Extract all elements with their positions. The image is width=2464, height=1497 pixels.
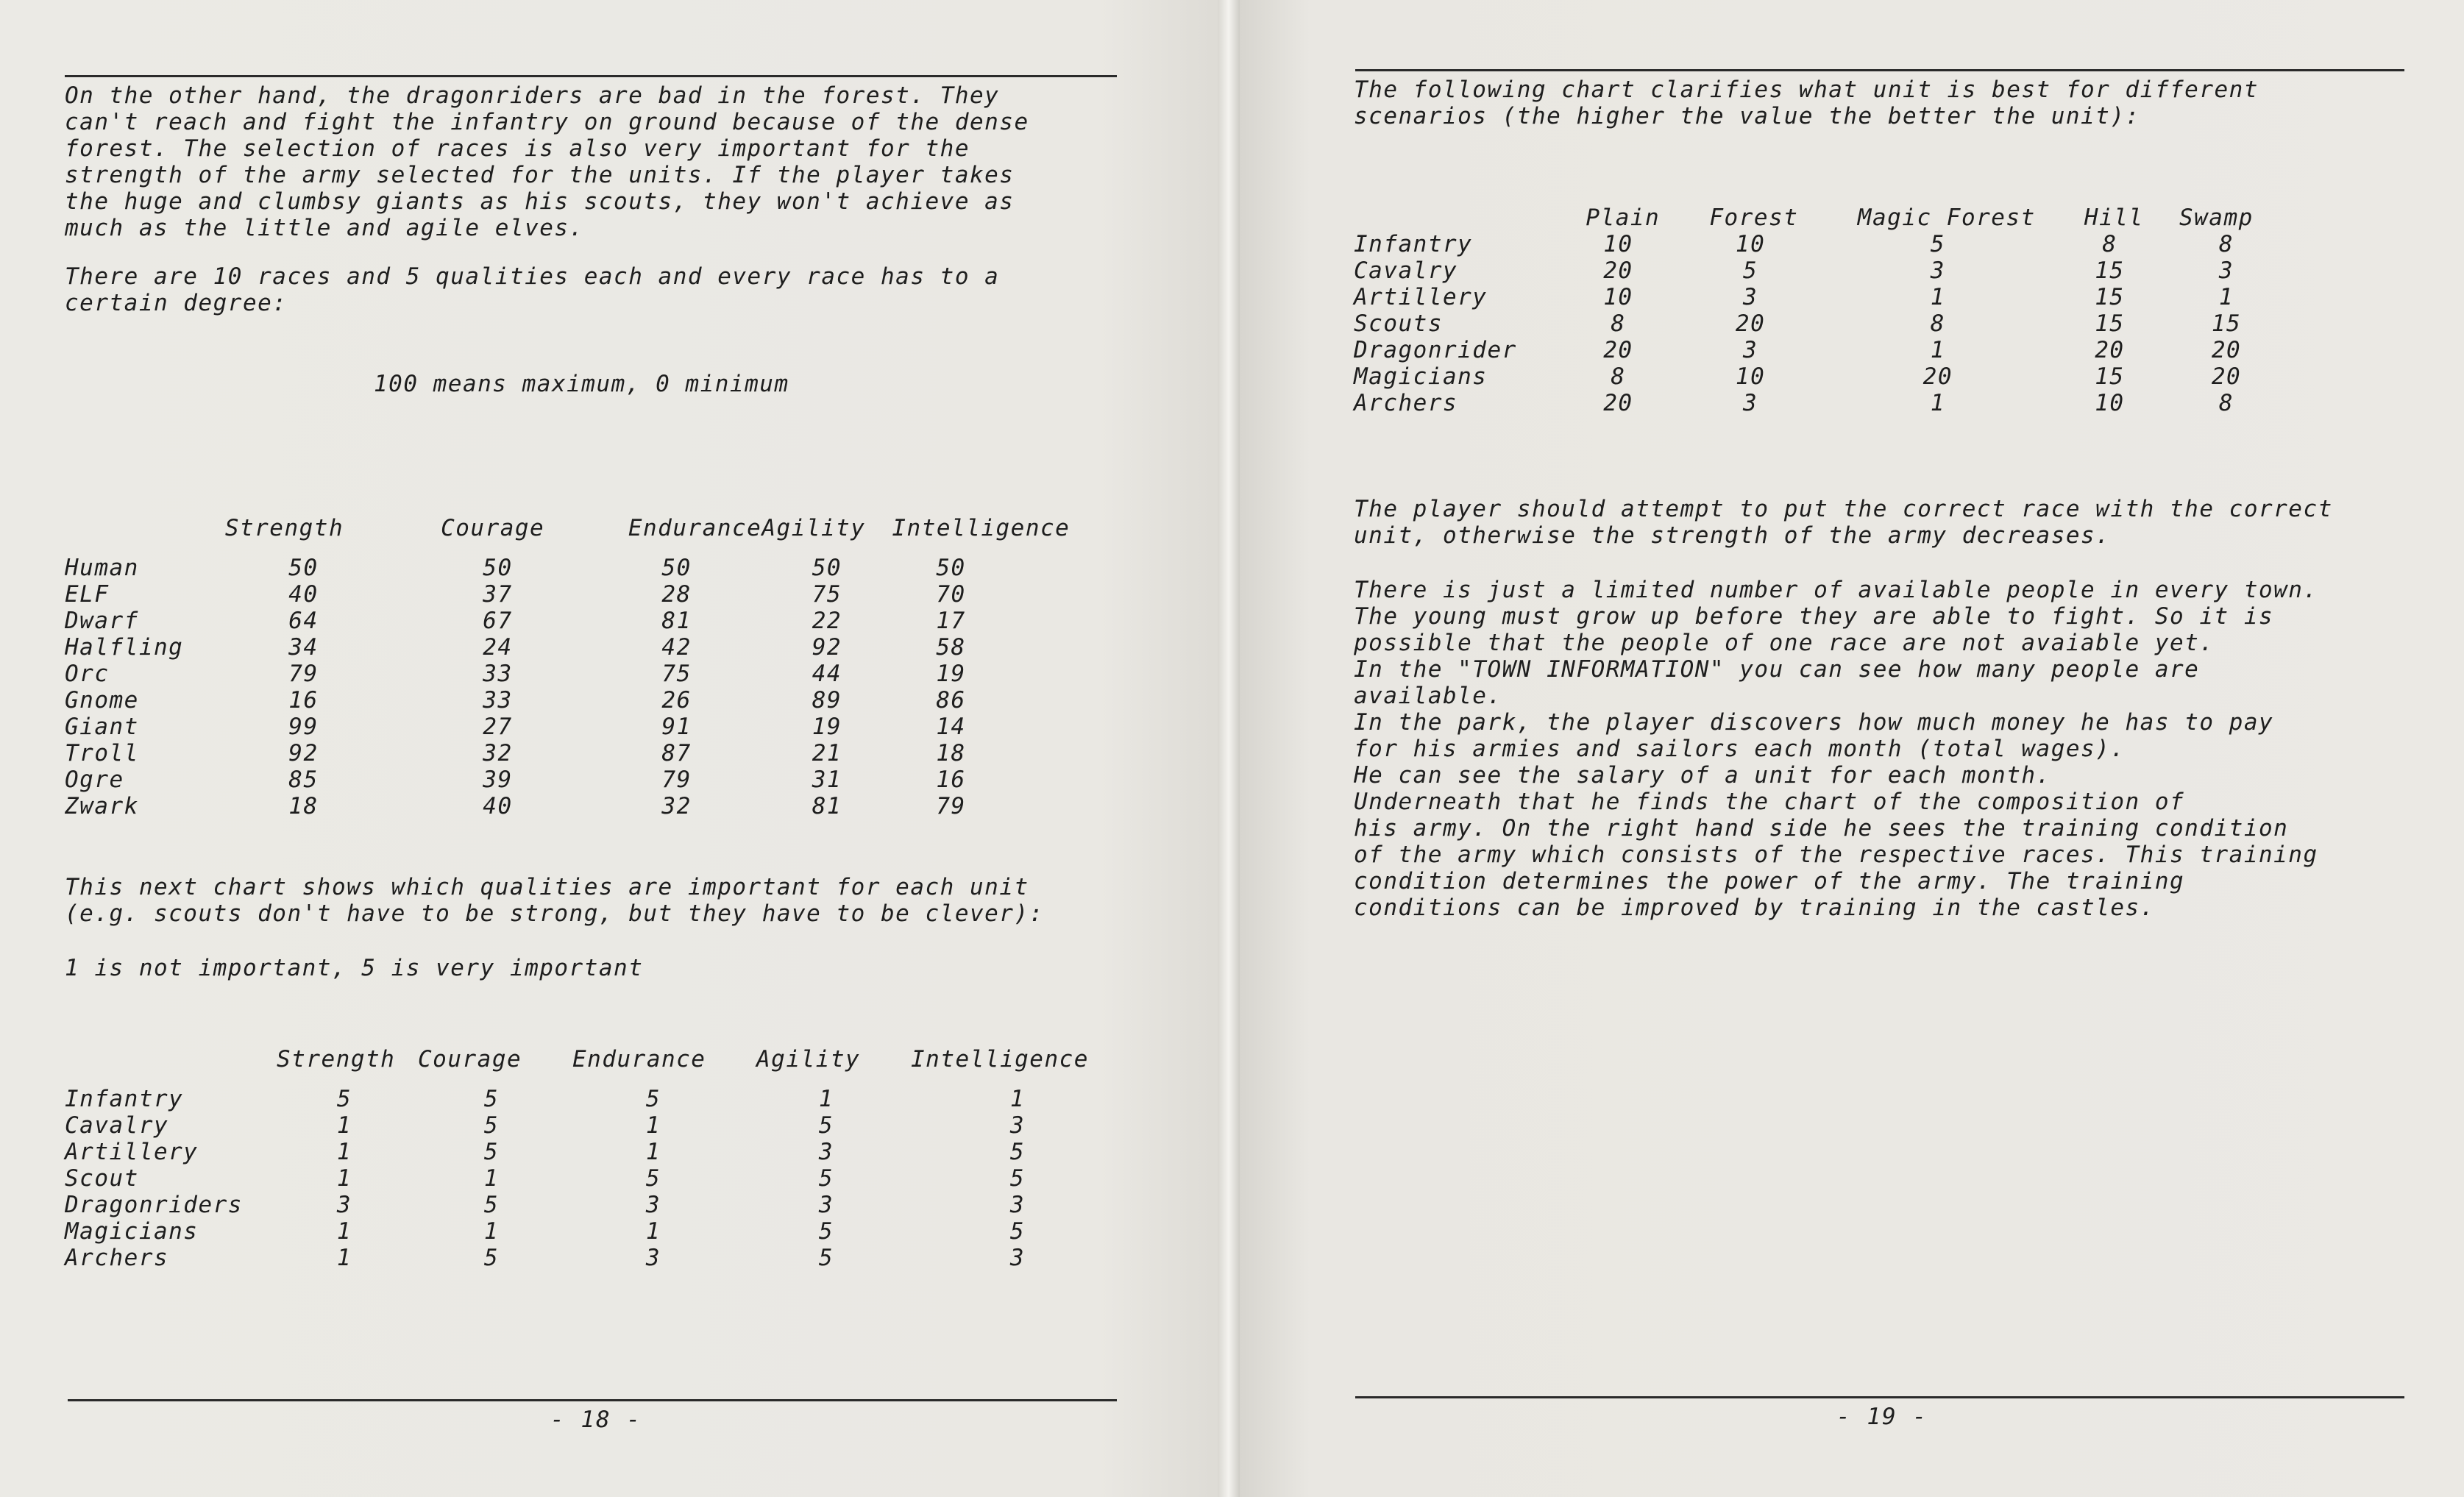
table-row: Magicians 1 1 1 5 5 <box>65 1218 1026 1245</box>
column-header: Swamp <box>2179 205 2254 231</box>
terrain-table <box>1354 205 2281 416</box>
intro-paragraph-left: On the other hand, the dragonriders are bad in the forest. They can't reach and fight the infantry on ground because of the dense forest. The selection of races is also very important for the strength of the army selected for the units. If the player takes the huge and clumbsy giants as his scouts, they won't achieve as much as the little and agile elves. <box>65 82 1029 241</box>
table-row: Orc 79 33 75 44 19 <box>65 661 966 687</box>
column-header: Strength <box>224 515 344 541</box>
table-row: Infantry 5 5 5 1 1 <box>65 1086 1026 1112</box>
table-row: Troll 92 32 87 21 18 <box>65 740 966 767</box>
table-row: Infantry 10 10 5 8 8 <box>1354 231 2234 257</box>
bottom-rule-right <box>1355 1396 2404 1398</box>
page-number-right: - 19 - <box>1836 1404 1928 1430</box>
races-paragraph: There are 10 races and 5 qualities each and every race has to a certain degree: <box>65 263 1000 316</box>
column-header: Agility <box>761 515 866 541</box>
table-row: Archers 20 3 1 10 8 <box>1354 390 2234 416</box>
bottom-rule-left <box>68 1399 1117 1401</box>
table-row: Archers 1 5 3 5 3 <box>65 1245 1026 1271</box>
column-header: Hill <box>2084 205 2144 231</box>
table-row: Magicians 8 10 20 15 20 <box>1354 363 2242 390</box>
race-qualities-table <box>65 502 1109 819</box>
table-row: Artillery 10 3 1 15 1 <box>1354 284 2234 310</box>
table-header-row <box>1354 205 2281 231</box>
table-row: Dwarf 64 67 81 22 17 <box>65 608 966 634</box>
column-header: Plain <box>1586 205 1661 231</box>
table-row: Dragonrider 20 3 1 20 20 <box>1354 337 2242 363</box>
column-header: Endurance <box>628 515 762 541</box>
availability-paragraph: There is just a limited number of available people in every town. The young must grow up before they are able to fight. So it is possible that the people of one race are not avaiable yet. In the "TOWN INFORMATION" you can see how many people are available. In the park, the player discovers how much money he has to pay for his armies and sailors each month (total wages). He can see the salary of a unit for each month. Underneath that he finds the chart of the composition of his army. On the right hand side he sees the training condition of the army which consists of the respective races. This training condition determines the power of the army. The training conditions can be improved by training in the castles. <box>1354 577 2318 921</box>
column-header: Forest <box>1709 205 1799 231</box>
column-header: Agility <box>756 1046 861 1073</box>
table-row: Zwark 18 40 32 81 79 <box>65 793 966 819</box>
table-row: Dragonriders 3 5 3 3 3 <box>65 1192 1026 1218</box>
table-row: Scouts 8 20 8 15 15 <box>1354 310 2242 337</box>
column-header: Endurance <box>572 1046 706 1073</box>
table-row: Scout 1 1 5 5 5 <box>65 1165 1026 1192</box>
table-row: Gnome 16 33 26 89 86 <box>65 687 966 714</box>
table-header-row <box>65 1033 1124 1086</box>
column-header: Magic Forest <box>1857 205 2036 231</box>
column-header: Courage <box>418 1046 522 1073</box>
column-header: Intelligence <box>892 515 1071 541</box>
column-header: Intelligence <box>911 1046 1089 1073</box>
column-header: Courage <box>441 515 545 541</box>
table-row: Human 50 50 50 50 50 <box>65 555 966 581</box>
unit-qualities-table <box>65 1033 1124 1271</box>
table-row: Ogre 85 39 79 31 16 <box>65 767 966 793</box>
top-rule-left <box>65 75 1117 77</box>
table-row: Artillery 1 5 1 3 5 <box>65 1139 1026 1165</box>
table-row: Cavalry 20 5 3 15 3 <box>1354 257 2234 284</box>
column-header: Strength <box>277 1046 396 1073</box>
page-number-left: - 18 - <box>550 1407 642 1433</box>
top-rule-right <box>1355 69 2404 71</box>
intro-paragraph-right: The following chart clarifies what unit is best for different scenarios (the higher the value the better the unit): <box>1354 77 2259 129</box>
scale-note: 100 means maximum, 0 minimum <box>374 371 789 397</box>
table-row: ELF 40 37 28 75 70 <box>65 581 966 608</box>
importance-note: 1 is not important, 5 is very important <box>65 955 644 981</box>
book-gutter <box>1218 0 1240 1497</box>
unit-chart-paragraph: This next chart shows which qualities are important for each unit (e.g. scouts don't have to be strong, but they have to be clever): <box>65 874 1044 927</box>
table-header-row <box>65 502 1109 555</box>
correct-race-paragraph: The player should attempt to put the correct race with the correct unit, otherwise the strength of the army decreases. <box>1354 496 2333 549</box>
table-row: Halfling 34 24 42 92 58 <box>65 634 966 661</box>
table-row: Giant 99 27 91 19 14 <box>65 714 966 740</box>
table-row: Cavalry 1 5 1 5 3 <box>65 1112 1026 1139</box>
